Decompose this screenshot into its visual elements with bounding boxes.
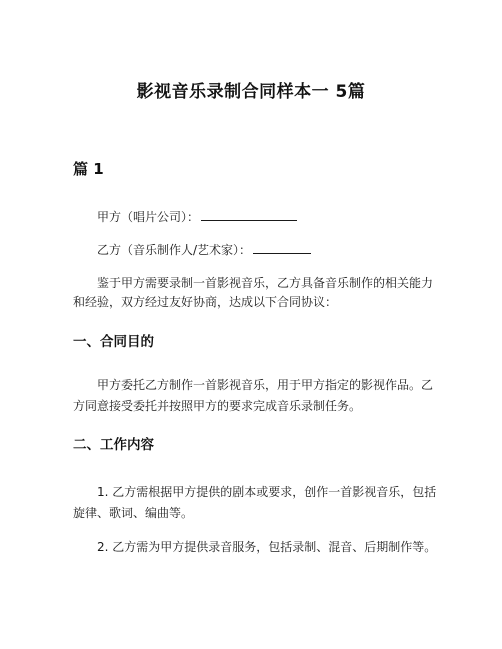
party-b-line — [97, 240, 437, 260]
preamble-line-2: 和经验，双方经过友好协商，达成以下合同协议： — [73, 295, 338, 309]
party-a-line — [97, 207, 437, 227]
chapter-heading: 篇 1 — [73, 160, 104, 178]
section-1-line-1: 甲方委托乙方制作一首影视音乐，用于甲方指定的影视作品。乙 — [97, 378, 434, 392]
item-1-line-1: 1. 乙方需根据甲方提供的剧本或要求，创作一首影视音乐，包括 — [97, 485, 437, 499]
party-a-blank — [201, 207, 297, 221]
item-2-line-1: 2. 乙方需为甲方提供录音服务，包括录制、混音、后期制作等。 — [97, 540, 437, 554]
item-1-line-2: 旋律、歌词、编曲等。 — [73, 506, 194, 520]
document-title: 影视音乐录制合同样本一 5篇 — [136, 82, 366, 102]
party-a-label: 甲方（唱片公司）： — [97, 210, 200, 224]
preamble-line-1: 鉴于甲方需要录制一首影视音乐，乙方具备音乐制作的相关能力 — [97, 276, 434, 290]
party-b-label: 乙方（音乐制作人/艺术家）： — [97, 243, 252, 257]
section-1-line-2: 方同意接受委托并按照甲方的要求完成音乐录制任务。 — [73, 399, 362, 413]
section-1-heading: 一、合同目的 — [73, 334, 154, 350]
section-2-heading: 二、工作内容 — [73, 437, 154, 453]
party-b-blank — [253, 240, 311, 254]
